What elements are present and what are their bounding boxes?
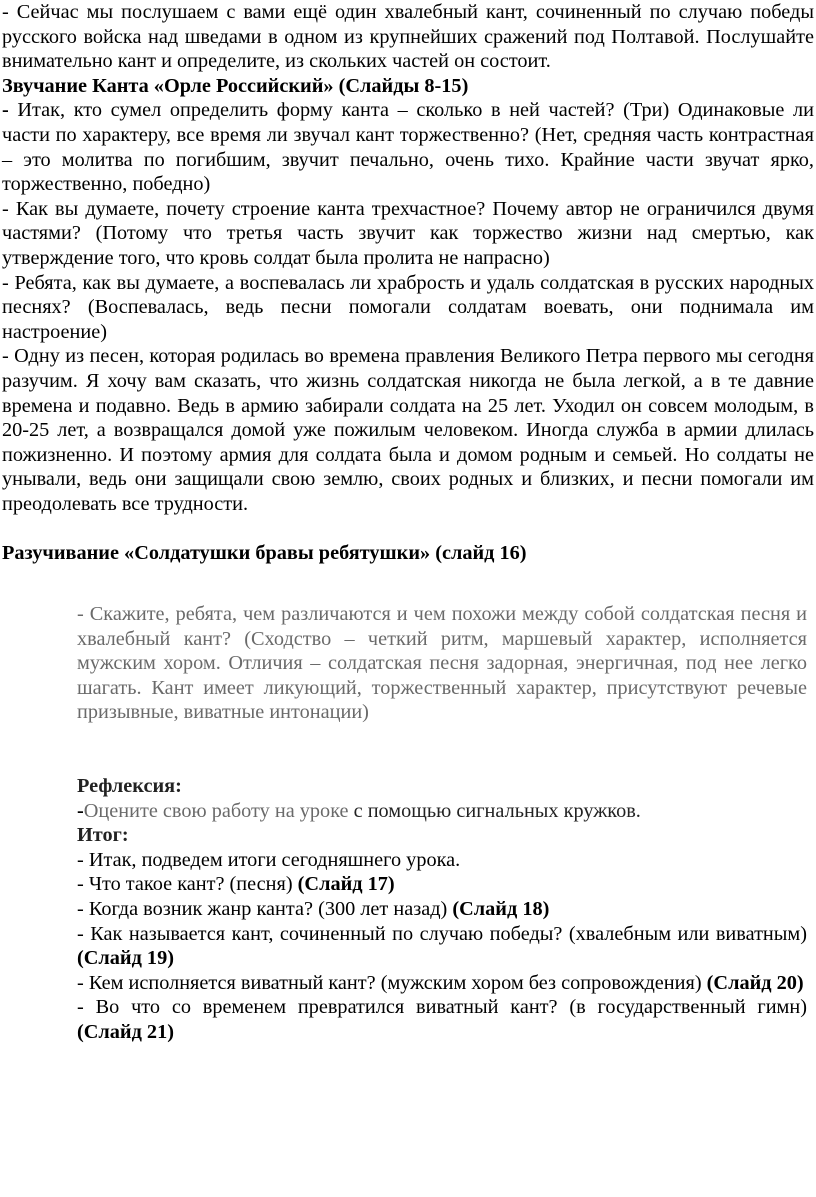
reflection-text-part2: с помощью сигнальных кружков. (353, 799, 641, 822)
summary-item-text: - Когда возник жанр канта? (300 лет назад) (77, 897, 453, 920)
summary-item (77, 872, 807, 897)
summary-item (77, 995, 807, 1044)
summary-item-text: - Итак, подведем итоги сегодняшнего урока. (77, 848, 461, 871)
reflection-heading: Рефлексия: (77, 774, 182, 797)
slide-ref: (Слайд 18) (452, 897, 550, 920)
section-heading-kant: Звучание Канта «Орле Российский» (Слайды 8-15) (2, 74, 469, 97)
summary-item (77, 922, 807, 971)
summary-item-text: - Как называется кант, сочиненный по случаю победы? (хвалебным или виватным) (77, 922, 807, 945)
slide-ref: (Слайд 17) (297, 873, 395, 896)
paragraph-folk-songs: - Ребята, как вы думаете, а воспевалась ли храбрость и удаль солдатская в русских народных песнях? (Воспевалась, ведь песни помогали солдатам воевать, они поднимала им настроение) (2, 271, 814, 343)
lesson-text-top (2, 0, 814, 566)
lesson-text-lower (77, 602, 807, 1045)
paragraph-form (2, 98, 814, 196)
paragraph-soldier-life: - Одну из песен, которая родилась во времена правления Великого Петра первого мы сегодня разучим. Я хочу вам сказать, что жизнь солдатская никогда не была легкой, а в те давние времена и подавно. Ведь в армию забирали солдата на 25 лет. Уходил он совсем молодым, в 20-25 лет, а возвращался домой уже пожилым человеком. Иногда служба в армии длилась пожизненно. И поэтому армия для солдата была и домом родным и семьей. Но солдаты не унывали, ведь они защищали свою землю, своих родных и близких, и песни помогали им преодолевать все трудности. (2, 345, 814, 515)
summary-item-text: - Что такое кант? (песня) (77, 873, 298, 896)
dash: - (77, 799, 84, 822)
slide-ref: (Слайд 21) (77, 1020, 174, 1043)
paragraph-form-text: Итак, кто сумел определить форму канта – сколько в ней частей? (Три) Одинаковые ли части по характеру, все время ли звучал кант торжественно? (Нет, средняя часть контрастная – это молитва по погибшим, звучит печально, очень тихо. Крайние части звучат ярко, торжественно, победно) (2, 99, 815, 196)
summary-item (77, 971, 807, 996)
paragraph-intro: - Сейчас мы послушаем с вами ещё один хвалебный кант, сочиненный по случаю победы русского войска над шведами в одном из крупнейших сражений под Полтавой. Послушайте внимательно кант и определите, из скольких частей он состоит. (2, 1, 814, 73)
summary-heading: Итог: (77, 824, 129, 847)
slide-ref: (Слайд 19) (77, 947, 174, 970)
summary-item (77, 848, 807, 873)
summary-item-text: - Во что со временем превратился виватный кант? (в государственный гимн) (77, 996, 807, 1019)
slide-ref: (Слайд 20) (706, 971, 804, 994)
reflection-text (77, 799, 807, 824)
paragraph-structure: - Как вы думаете, почету строение канта трехчастное? Почему автор не ограничился двумя частями? (Потому что третья часть звучит как торжество жизни над смертью, как утверждение того, что кровь солдат была пролита не напрасно) (2, 197, 814, 269)
section-heading-learning: Разучивание «Солдатушки бравы ребятушки» (слайд 16) (2, 542, 527, 565)
paragraph-comparison: - Скажите, ребята, чем различаются и чем похожи между собой солдатская песня и хвалебный кант? (Сходство – четкий ритм, маршевый характер, исполняется мужским хором. Отличия – солдатская песня задорная, энергичная, под нее легко шагать. Кант имеет ликующий, торжественный характер, присутствуют речевые призывные, виватные интонации) (77, 603, 807, 724)
dash: - (2, 99, 18, 122)
reflection-text-part1: Оцените свою работу на уроке (83, 799, 354, 822)
summary-item (77, 897, 807, 922)
summary-item-text: - Кем исполняется виватный кант? (мужским хором без сопровождения) (77, 971, 707, 994)
